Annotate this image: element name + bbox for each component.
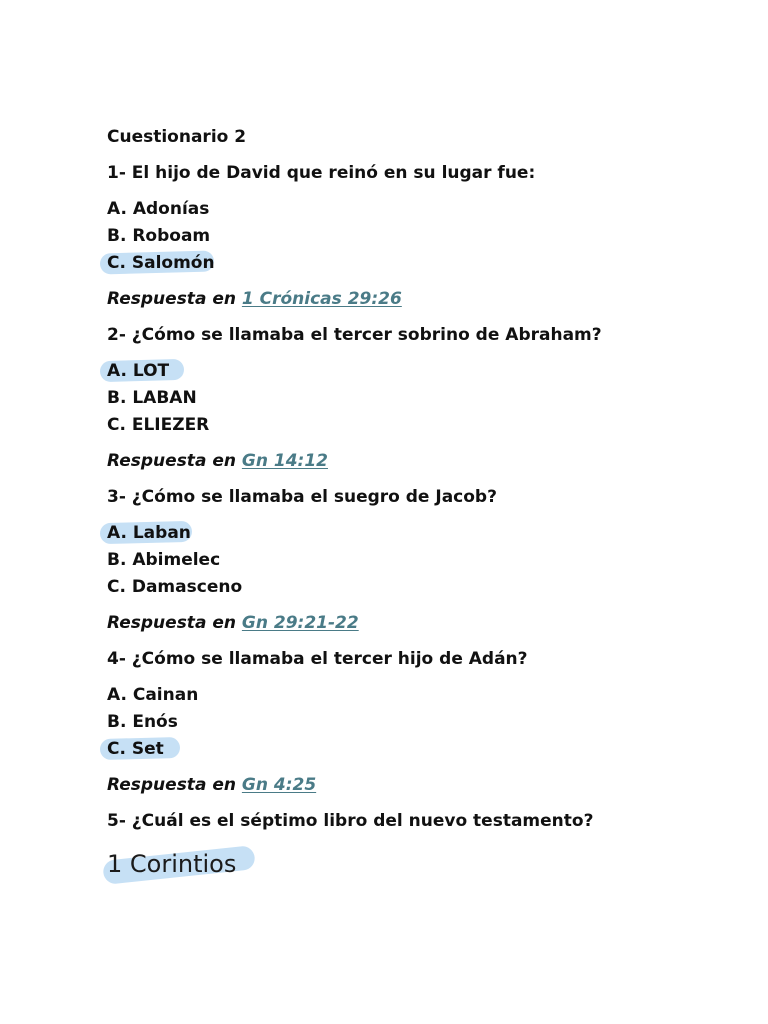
question-block-3: [107, 487, 727, 633]
reference-link[interactable]: Gn 4:25: [241, 775, 317, 795]
reference-link[interactable]: 1 Crónicas 29:26: [241, 289, 402, 309]
answer-reference: [107, 451, 727, 471]
answer-option-highlighted: A. Laban: [107, 523, 727, 543]
answer-option: A. Cainan: [107, 685, 199, 705]
question-block-4: [107, 649, 727, 795]
question-text: 2- ¿Cómo se llamaba el tercer sobrino de Abraham?: [107, 325, 602, 345]
answer-option-highlighted: A. LOT: [107, 361, 727, 381]
answer-reference: [107, 289, 727, 309]
question-block-2: [107, 325, 727, 471]
question-text: 5- ¿Cuál es el séptimo libro del nuevo testamento?: [107, 811, 594, 831]
question-text: 3- ¿Cómo se llamaba el suegro de Jacob?: [107, 487, 497, 507]
answer-prefix: Respuesta en: [107, 775, 236, 795]
question-text: 4- ¿Cómo se llamaba el tercer hijo de Adán?: [107, 649, 528, 669]
document-title: Cuestionario 2: [107, 127, 247, 147]
answer-option: B. Roboam: [107, 226, 211, 246]
answer-option-highlighted: C. Set: [107, 739, 727, 759]
reference-link[interactable]: Gn 14:12: [241, 451, 328, 471]
answer-option: B. LABAN: [107, 388, 197, 408]
answer-prefix: Respuesta en: [107, 451, 236, 471]
answer-option: A. Adonías: [107, 199, 210, 219]
quiz-document: [107, 127, 727, 879]
answer-option: C. Damasceno: [107, 577, 243, 597]
reference-link[interactable]: Gn 29:21-22: [241, 613, 359, 633]
answer-option: B. Enós: [107, 712, 178, 732]
answer-reference: [107, 613, 727, 633]
answer-prefix: Respuesta en: [107, 613, 236, 633]
answer-option: C. ELIEZER: [107, 415, 210, 435]
answer-option-highlighted: C. Salomón: [107, 253, 727, 273]
answer-option: B. Abimelec: [107, 550, 221, 570]
question-block-1: [107, 163, 727, 309]
handwritten-answer: 1 Corintios: [107, 849, 727, 879]
question-block-5: [107, 811, 727, 879]
answer-reference: [107, 775, 727, 795]
answer-prefix: Respuesta en: [107, 289, 236, 309]
question-text: 1- El hijo de David que reinó en su lugar fue:: [107, 163, 536, 183]
